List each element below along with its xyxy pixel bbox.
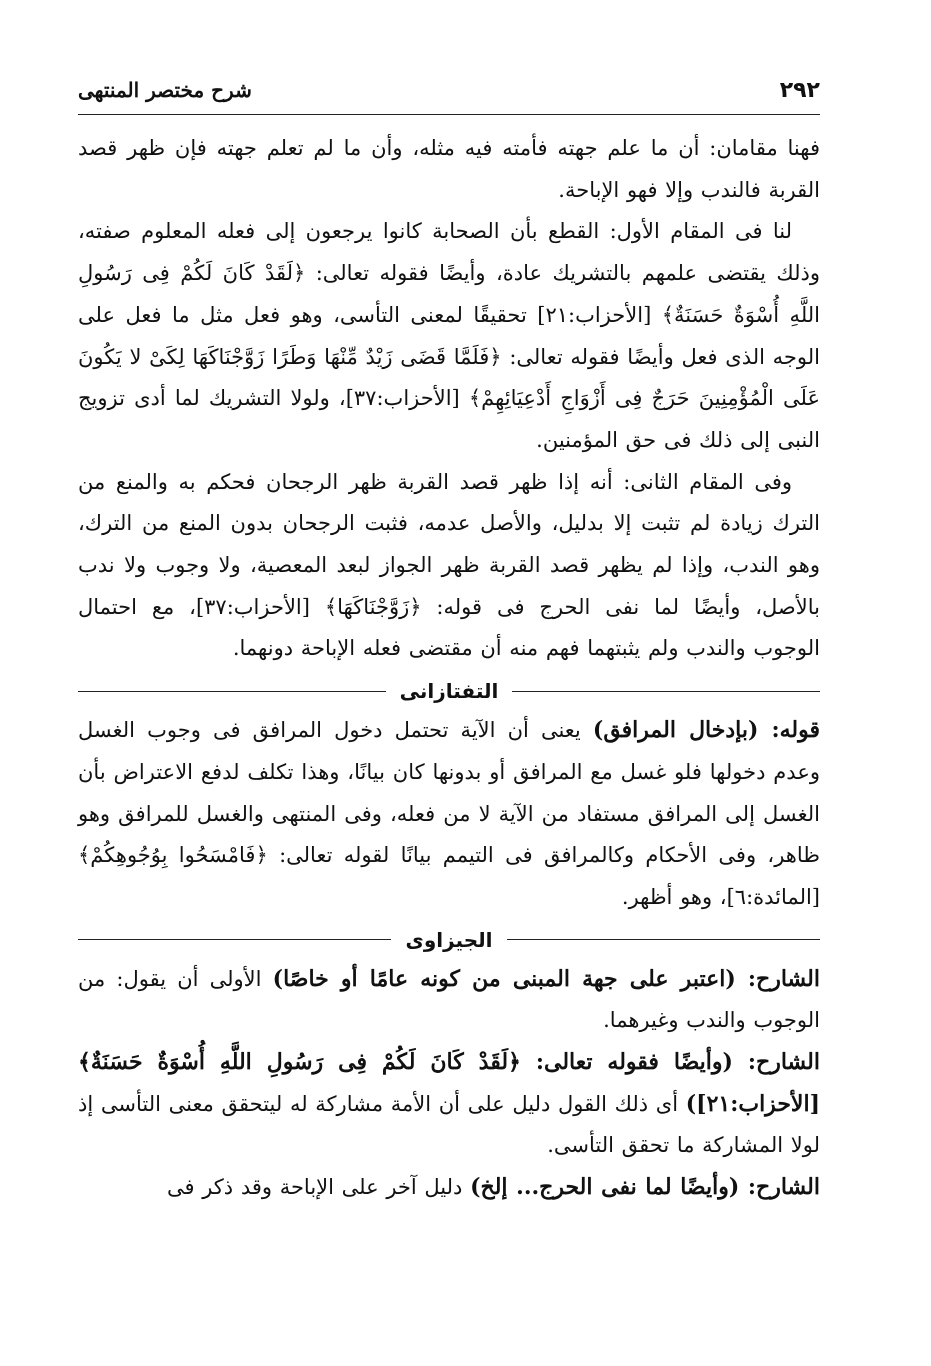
taftazani-title: التفتازانى <box>399 679 499 704</box>
main-paragraph-2: لنا فى المقام الأول: القطع بأن الصحابة كانوا يرجعون إلى فعله المعلوم صفته، وذلك يقتضى علمهم بالتشريك عادة، وأيضًا فقوله تعالى: ﴿لَقَدْ كَانَ لَكُمْ فِى رَسُولِ اللَّهِ أُسْوَةٌ حَسَنَةٌ﴾ [الأحزاب:٢١] تحقيقًا لمعنى التأسى، وهو فعل مثل ما فعل على الوجه الذى فعل وأيضًا فقوله تعالى: ﴿فَلَمَّا قَضَى زَيْدٌ مِّنْهَا وَطَرًا زَوَّجْنَاكَهَا لِكَىْ لا يَكُونَ عَلَى الْمُؤْمِنِينَ حَرَجٌ فِى أَزْوَاجِ أَدْعِيَائِهِمْ﴾ [الأحزاب:٣٧]، ولولا التشريك لما أدى تزويج النبى إلى ذلك فى حق المؤمنين. <box>78 219 821 452</box>
jizawi-divider <box>78 923 820 957</box>
taftazani-text: يعنى أن الآية تحتمل دخول المرافق فى وجوب الغسل وعدم دخولها فلو غسل مع المرافق أو بدونها كان بيانًا، وهذا تكلف لدفع الاعتراض بأن الغسل إلى المرافق مستفاد من الآية لا من فعله، وفى المنتهى والغسل للمرافق وهو ظاهر، وفى الأحكام وكالمرافق فى التيمم بيانًا لقوله تعالى: ﴿فَامْسَحُوا بِوُجُوهِكُمْ﴾ [المائدة:٦]، وهو أظهر. <box>78 718 820 909</box>
divider-line-right <box>507 939 821 940</box>
jizawi-entry-text: أى ذلك القول دليل على أن الأمة مشاركة له ليتحقق معنى التأسى إذ لولا المشاركة ما تحقق التأسى. <box>78 1091 820 1158</box>
jizawi-entry-3 <box>78 1167 820 1209</box>
book-title: شرح مختصر المنتهى <box>78 78 252 102</box>
jizawi-entry-text: دليل آخر على الإباحة وقد ذكر فى <box>166 1175 463 1200</box>
jizawi-entry-lead: الشارح: (وأيضًا لما نفى الحرج... إلخ) <box>470 1174 820 1201</box>
document-page <box>78 70 821 1201</box>
jizawi-entry-1 <box>78 959 820 1042</box>
jizawi-entry-lead: الشارح: (وأيضًا فقوله تعالى: ﴿لَقَدْ كَانَ لَكُمْ فِى رَسُولِ اللَّهِ أُسْوَةٌ حَسَنَةٌ﴾ [الأحزاب:٢١]) <box>78 1049 820 1117</box>
taftazani-divider <box>78 674 820 708</box>
jizawi-entry-lead: الشارح: (اعتبر على جهة المبنى من كونه عامًا أو خاصًا) <box>272 965 820 992</box>
page-header <box>78 70 820 108</box>
divider-line-left <box>78 691 386 692</box>
main-paragraph-1: فهنا مقامان: أن ما علم جهته فأمته فيه مثله، وأن ما لم تعلم جهته فإن ظهر قصد القربة فالندب وإلا فهو الإباحة. <box>78 136 820 202</box>
jizawi-title: الجيزاوى <box>405 927 493 952</box>
divider-line-right <box>512 691 820 692</box>
main-paragraph-3: وفى المقام الثانى: أنه إذا ظهر قصد القربة ظهر الرجحان فحكم به والمنع من الترك زيادة لم تثبت إلا بدليل، والأصل عدمه، فثبت الرجحان بدون المنع من الترك، وهو الندب، وإذا لم يظهر قصد القربة ظهر الجواز لبعد المعصية، ولا وجوب ولا ندب بالأصل، وأيضًا لما نفى الحرج فى قوله: ﴿زَوَّجْنَاكَهَا﴾ [الأحزاب:٣٧]، مع احتمال الوجوب والندب ولم يثبتهما فهم منه أن مقتضى فعله الإباحة دونهما. <box>78 469 820 661</box>
page-number: ٢٩٢ <box>779 78 820 103</box>
jizawi-entry-2 <box>78 1042 820 1167</box>
taftazani-paragraph <box>78 710 820 919</box>
page-body <box>78 128 820 1209</box>
jizawi-entry-text: الأولى أن يقول: من الوجوب والندب وغيرهما. <box>78 966 820 1033</box>
divider-line-left <box>78 939 392 940</box>
header-rule <box>78 114 820 115</box>
taftazani-lead: قوله: (بإدخال المرافق) <box>592 717 820 744</box>
